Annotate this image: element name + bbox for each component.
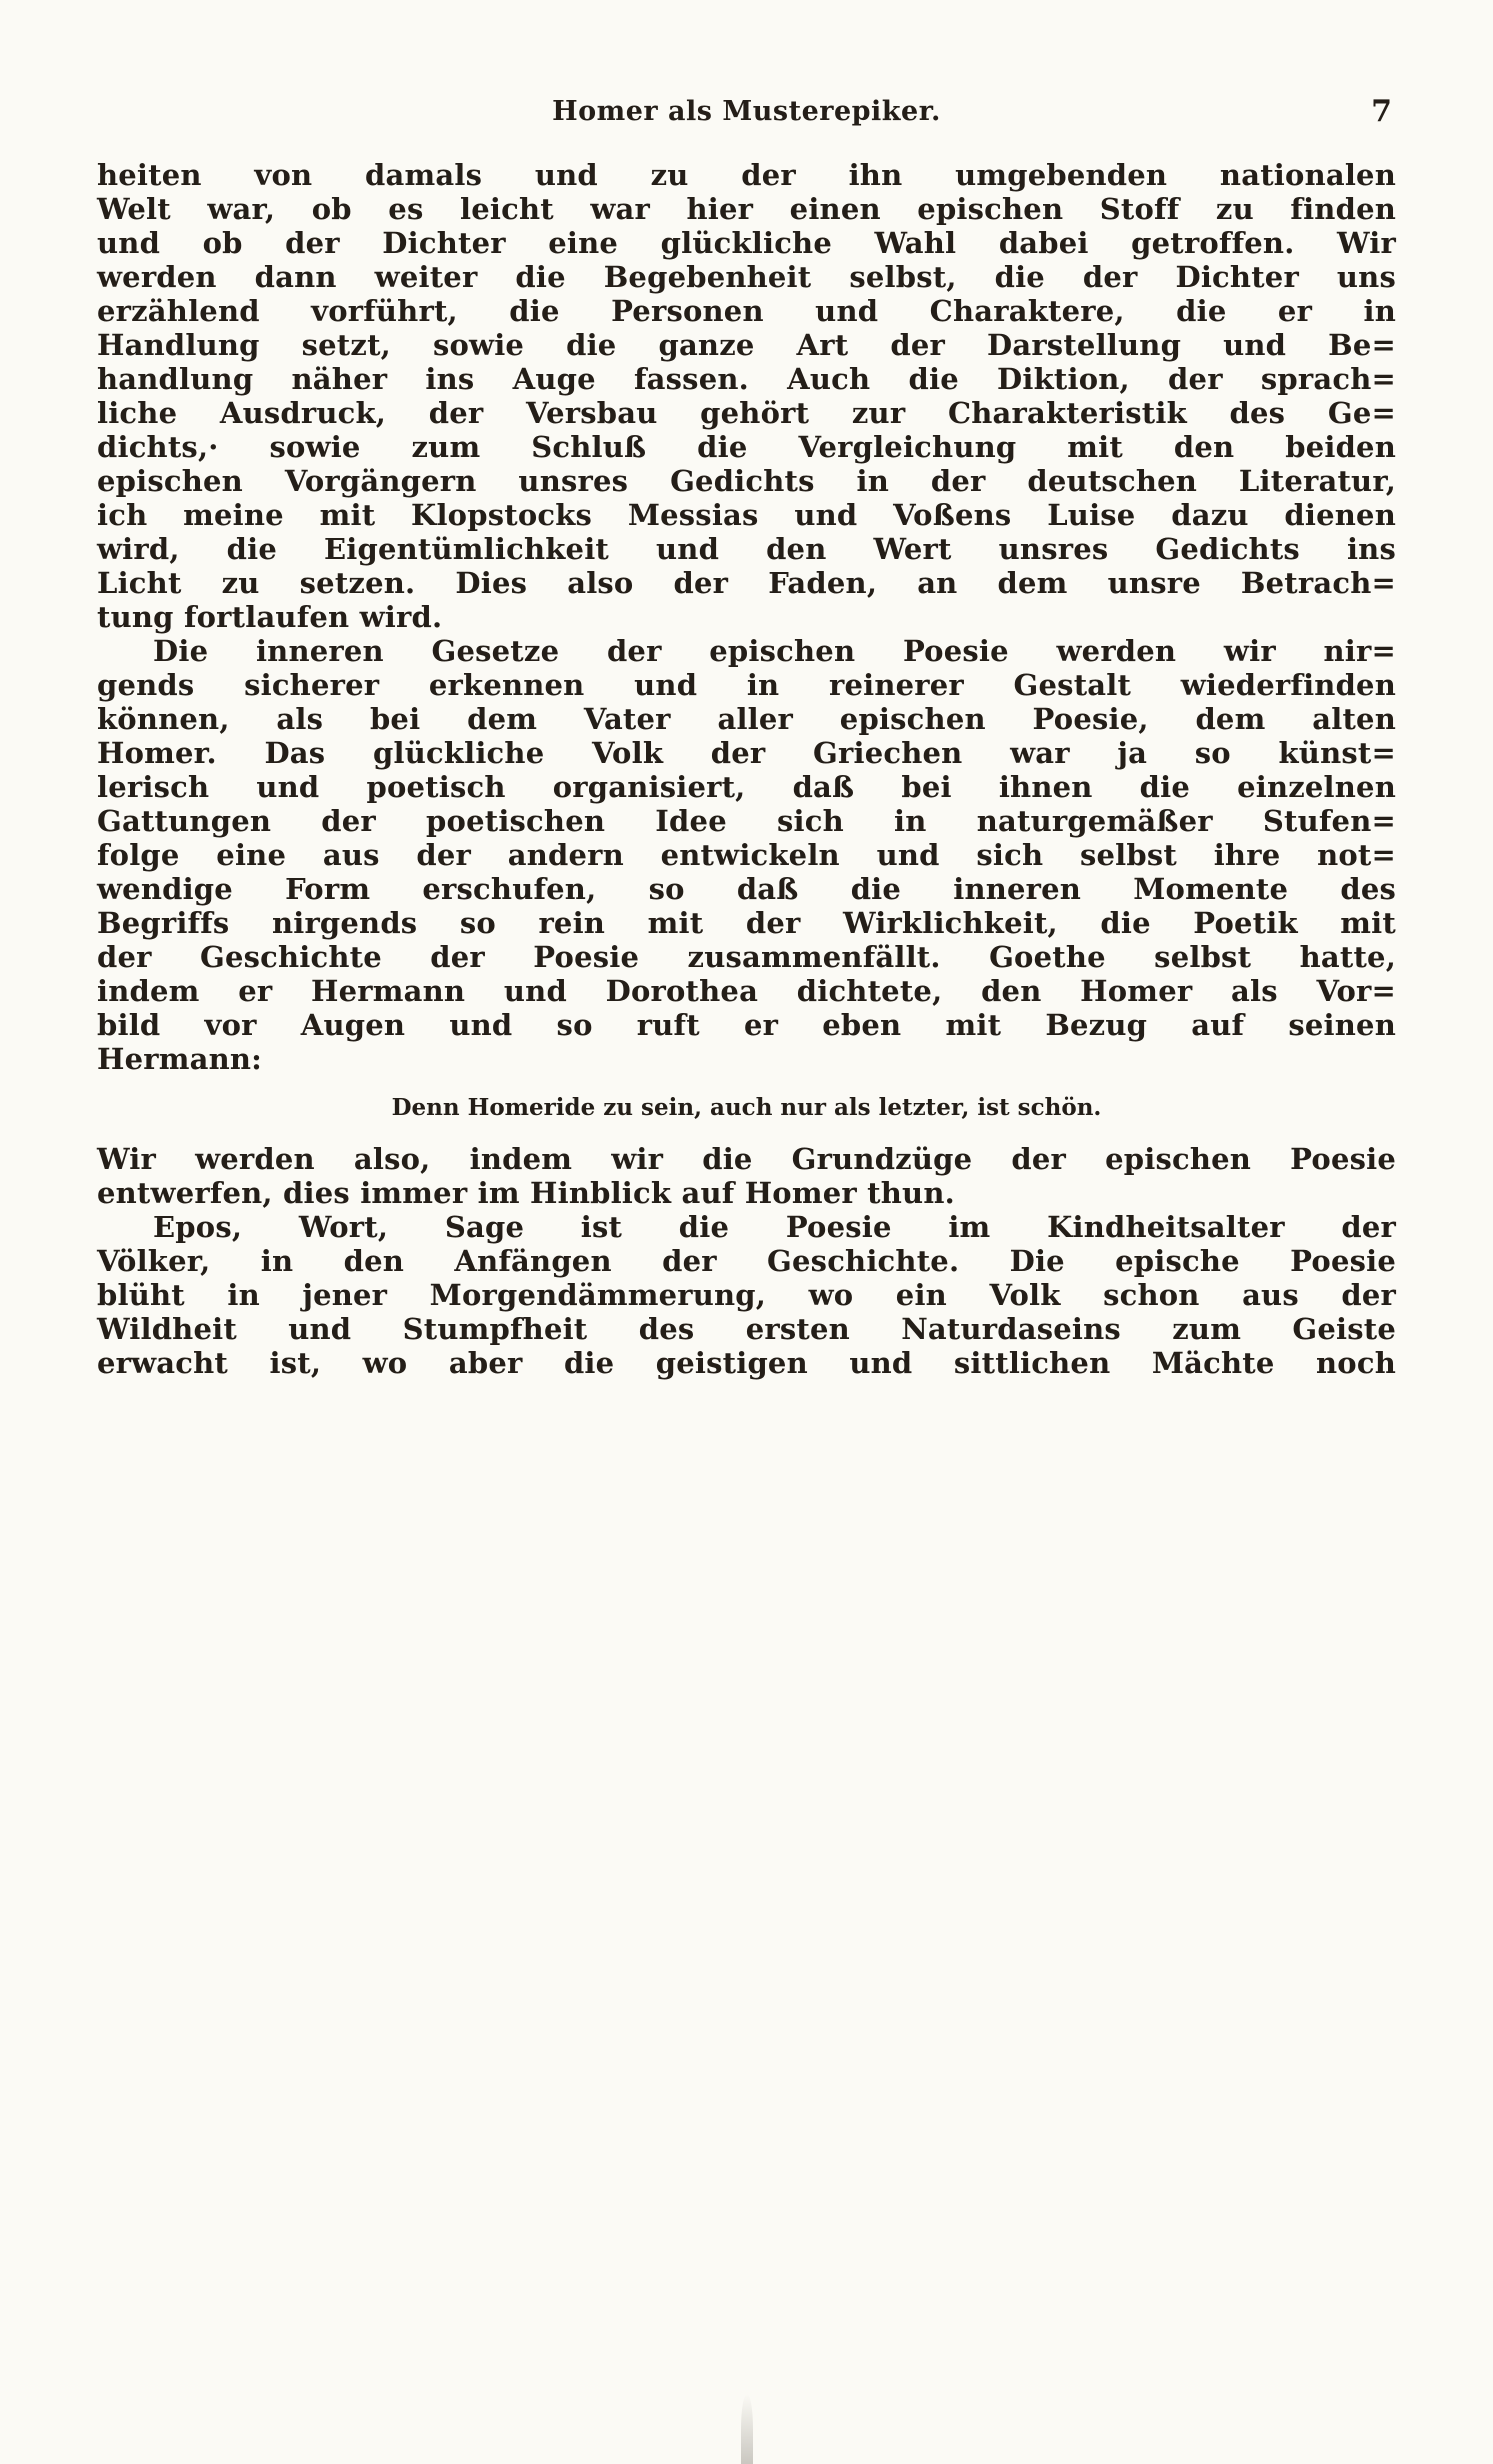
- verse-line: Denn Homeride zu sein, auch nur als letzter, ist schön.: [391, 1094, 1102, 1121]
- text-line: Welt war, ob es leicht war hier einen epischen Stoff zu finden: [97, 192, 1396, 226]
- text-line: indem er Hermann und Dorothea dichtete, den Homer als Vor=: [97, 974, 1396, 1008]
- paragraph: [97, 158, 1396, 634]
- page-number: 7: [1371, 94, 1392, 129]
- text-line: Licht zu setzen. Dies also der Faden, an dem unsre Betrach=: [97, 566, 1396, 600]
- text-line: entwerfen, dies immer im Hinblick auf Homer thun.: [97, 1176, 955, 1210]
- text-line: Epos, Wort, Sage ist die Poesie im Kindheitsalter der: [153, 1210, 1396, 1244]
- text-line: wird, die Eigentümlichkeit und den Wert unsres Gedichts ins: [97, 532, 1396, 566]
- page-fold-shadow: [741, 2394, 753, 2464]
- text-line: heiten von damals und zu der ihn umgebenden nationalen: [97, 158, 1396, 192]
- text-line: Homer. Das glückliche Volk der Griechen war ja so künst=: [97, 736, 1396, 770]
- text-line: wendige Form erschufen, so daß die inneren Momente des: [97, 872, 1396, 906]
- text-line: Handlung setzt, sowie die ganze Art der Darstellung und Be=: [97, 328, 1396, 362]
- text-line: Begriffs nirgends so rein mit der Wirklichkeit, die Poetik mit: [97, 906, 1396, 940]
- text-line: liche Ausdruck, der Versbau gehört zur Charakteristik des Ge=: [97, 396, 1396, 430]
- paragraph: [97, 1210, 1396, 1380]
- text-line: folge eine aus der andern entwickeln und sich selbst ihre not=: [97, 838, 1396, 872]
- text-line: lerisch und poetisch organisiert, daß bei ihnen die einzelnen: [97, 770, 1396, 804]
- text-line: handlung näher ins Auge fassen. Auch die Diktion, der sprach=: [97, 362, 1396, 396]
- page-header: [97, 96, 1396, 136]
- text-line: Die inneren Gesetze der epischen Poesie werden wir nir=: [153, 634, 1396, 668]
- text-line: tung fortlaufen wird.: [97, 600, 443, 634]
- text-line: Völker, in den Anfängen der Geschichte. Die epische Poesie: [97, 1244, 1396, 1278]
- text-line: erwacht ist, wo aber die geistigen und sittlichen Mächte noch: [97, 1346, 1396, 1380]
- text-line: erzählend vorführt, die Personen und Charaktere, die er in: [97, 294, 1396, 328]
- text-line: ich meine mit Klopstocks Messias und Voßens Luise dazu dienen: [97, 498, 1396, 532]
- page-body: [97, 158, 1396, 1380]
- text-line: können, als bei dem Vater aller epischen Poesie, dem alten: [97, 702, 1396, 736]
- text-line: bild vor Augen und so ruft er eben mit Bezug auf seinen: [97, 1008, 1396, 1042]
- running-title: Homer als Musterepiker.: [552, 96, 941, 127]
- text-line: Hermann:: [97, 1042, 263, 1076]
- text-line: gends sicherer erkennen und in reinerer Gestalt wiederfinden: [97, 668, 1396, 702]
- text-line: dichts,· sowie zum Schluß die Vergleichung mit den beiden: [97, 430, 1396, 464]
- paragraph: [97, 634, 1396, 1076]
- text-line: Gattungen der poetischen Idee sich in naturgemäßer Stufen=: [97, 804, 1396, 838]
- text-line: Wir werden also, indem wir die Grundzüge der epischen Poesie: [97, 1142, 1396, 1176]
- text-line: der Geschichte der Poesie zusammenfällt. Goethe selbst hatte,: [97, 940, 1396, 974]
- text-line: Wildheit und Stumpfheit des ersten Naturdaseins zum Geiste: [97, 1312, 1396, 1346]
- text-line: blüht in jener Morgendämmerung, wo ein Volk schon aus der: [97, 1278, 1396, 1312]
- text-line: und ob der Dichter eine glückliche Wahl dabei getroffen. Wir: [97, 226, 1396, 260]
- text-line: werden dann weiter die Begebenheit selbst, die der Dichter uns: [97, 260, 1396, 294]
- paragraph: [97, 1142, 1396, 1210]
- text-line: epischen Vorgängern unsres Gedichts in der deutschen Literatur,: [97, 464, 1396, 498]
